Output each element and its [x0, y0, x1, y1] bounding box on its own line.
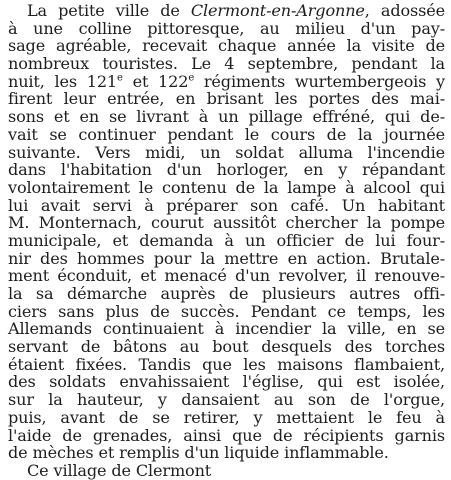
text-line-5: nuit, les 121e et 122e régiments wurtembergeois y	[8, 71, 445, 91]
text-line-13: M. Monternach, courut aussitôt chercher la pompe	[8, 213, 445, 233]
text-line-9: suivante. Vers midi, un soldat alluma l'incendie	[8, 142, 445, 162]
text-line-23: sur la hauteur, y dansaient au son de l'orgue,	[8, 390, 445, 410]
text-line-11: volontairement le contenu de la lampe à alcool qui	[8, 177, 445, 197]
cutoff-line: Ce village de Clermont	[27, 460, 212, 480]
text-line-25: l'aide de grenades, ainsi que de récipients garnis	[8, 425, 445, 445]
text-line-10: dans l'habitation d'un horloger, en y répandant	[8, 160, 445, 180]
text-line-22: des soldats envahissaient l'église, qui est isolée,	[8, 372, 445, 392]
text-line-4: nombreux touristes. Le 4 septembre, pendant la	[8, 54, 445, 74]
text-line-1	[8, 2, 445, 20]
text-line-1-start: La petite ville de	[27, 1, 191, 20]
text-line-2: à une colline pittoresque, au milieu d'un pay-	[8, 18, 445, 38]
text-line-14: municipale, et demanda à un officier de lui four-	[8, 230, 445, 250]
place-name-italic: Clermont-en-Argonne	[190, 1, 365, 20]
text-line-7: sons et en se livrant à un pillage effréné, qui de-	[8, 107, 445, 127]
text-line-20: servant de bâtons au bout desquels des torches	[8, 337, 445, 357]
text-line-12: lui avait servi à préparer son café. Un habitant	[8, 195, 445, 215]
text-line-8: vait se continuer pendant le cours de la journée	[8, 124, 445, 144]
text-line-17: la sa démarche auprès de plusieurs autres offi-	[8, 284, 445, 303]
text-line-16: ment éconduit, et menacé d'un revolver, il renouve-	[8, 266, 445, 286]
text-line-21: étaient fixées. Tandis que les maisons flambaient,	[8, 354, 445, 374]
text-line-19: Allemands continuaient à incendier la ville, en se	[8, 319, 445, 339]
text-line-6: firent leur entrée, en brisant les portes des mai-	[8, 89, 445, 109]
text-line-1-end: , adossée	[364, 1, 445, 20]
text-line-18: ciers sans plus de succès. Pendant ce temps, les	[8, 301, 445, 321]
article-text	[8, 1, 445, 480]
text-line-3: sage agréable, recevait chaque année la visite de	[8, 36, 445, 56]
text-line-15: nir des hommes pour la mettre en action. Brutale-	[8, 248, 445, 268]
text-line-24: puis, avant de se retirer, y mettaient le feu à	[8, 407, 445, 427]
text-line-26: de mèches et remplis d'un liquide inflammable.	[8, 443, 389, 463]
